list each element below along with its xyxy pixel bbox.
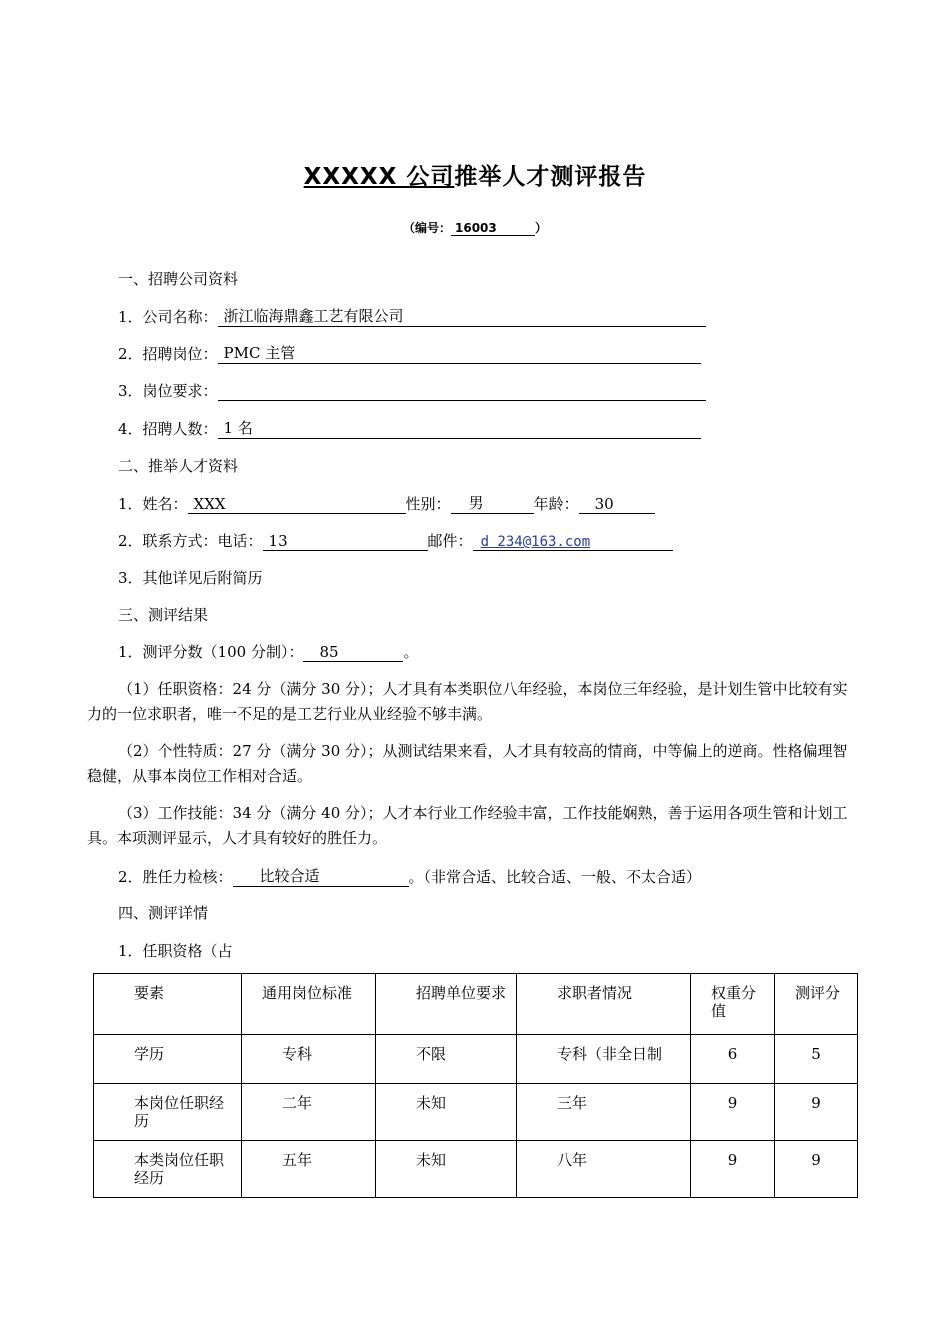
cell-standard: 五年 <box>242 1141 376 1198</box>
cell-requirement: 未知 <box>376 1084 517 1141</box>
paragraph-qualification-text: （1）任职资格：24 分（满分 30 分）；人才具有本类职位八年经验，本岗位三年经验，是计划生管中比较有实力的一位求职者，唯一不足的是工艺行业从业经验不够丰满。 <box>87 680 848 723</box>
table-header-row <box>94 974 858 1035</box>
code-label: （编号： <box>402 221 451 235</box>
cell-score: 9 <box>775 1141 858 1198</box>
count-row <box>118 417 701 439</box>
cell-score: 5 <box>775 1035 858 1084</box>
paragraph-personality-text: （2）个性特质：27 分（满分 30 分）；从测试结果来看，人才具有较高的情商，中等偏上的逆商。性格偏理智稳健，从事本岗位工作相对合适。 <box>87 742 848 785</box>
paragraph-skills-text: （3）工作技能：34 分（满分 40 分）；人才本行业工作经验丰富，工作技能娴熟，善于运用各项生管和计划工具。本项测评显示，人才具有较好的胜任力。 <box>87 804 848 847</box>
report-code <box>0 219 950 236</box>
phone-value: 13 <box>263 532 428 551</box>
score-label: 1．测评分数（100 分制）： <box>118 643 304 661</box>
cell-element: 本类岗位任职经历 <box>94 1141 242 1198</box>
title-rest: 推举人才测评报告 <box>454 164 647 190</box>
header-weight: 权重分值 <box>691 974 775 1035</box>
score-row <box>118 641 418 662</box>
requirement-value <box>218 383 706 401</box>
requirement-label: 3．岗位要求： <box>118 382 218 400</box>
section1-heading: 一、招聘公司资料 <box>118 270 239 288</box>
paragraph-qualification <box>87 677 862 727</box>
cell-candidate: 八年 <box>517 1141 691 1198</box>
age-value: 30 <box>579 495 655 514</box>
score-end: 。 <box>403 643 419 661</box>
section4-heading: 四、测评详情 <box>118 904 209 922</box>
cell-weight: 9 <box>691 1084 775 1141</box>
page-title <box>0 158 950 191</box>
cell-requirement: 不限 <box>376 1035 517 1084</box>
section4-sub: 1．任职资格（占 <box>118 942 233 960</box>
code-value: 16003 <box>451 221 535 236</box>
cell-weight: 9 <box>691 1141 775 1198</box>
cell-element: 本岗位任职经历 <box>94 1084 242 1141</box>
code-close: ） <box>535 221 548 235</box>
email-label: 邮件： <box>427 532 473 550</box>
header-standard: 通用岗位标准 <box>242 974 376 1035</box>
header-score: 测评分 <box>775 974 858 1035</box>
position-row <box>118 342 701 364</box>
age-label: 年龄： <box>533 495 579 513</box>
paragraph-personality <box>87 739 862 789</box>
cell-score: 9 <box>775 1084 858 1141</box>
header-element: 要素 <box>94 974 242 1035</box>
cell-weight: 6 <box>691 1035 775 1084</box>
count-value: 1 名 <box>218 417 701 439</box>
company-label: 1．公司名称： <box>118 308 218 326</box>
candidate-row <box>118 492 655 514</box>
fit-value: 比较合适 <box>233 865 409 887</box>
company-value: 浙江临海鼎鑫工艺有限公司 <box>218 305 706 327</box>
name-value: XXX <box>188 495 406 514</box>
email-link[interactable]: d 234@163.com <box>480 534 591 550</box>
table-row <box>94 1035 858 1084</box>
name-label: 1．姓名： <box>118 495 188 513</box>
position-label: 2．招聘岗位： <box>118 345 218 363</box>
count-label: 4．招聘人数： <box>118 420 218 438</box>
requirement-row <box>118 380 706 401</box>
evaluation-table <box>93 973 858 1198</box>
cell-candidate: 专科（非全日制 <box>517 1035 691 1084</box>
paragraph-skills <box>87 801 862 851</box>
section2-heading: 二、推举人才资料 <box>118 457 239 475</box>
other-info: 3．其他详见后附简历 <box>118 569 263 587</box>
score-value: 85 <box>303 643 403 662</box>
contact-label: 2．联系方式：电话： <box>118 532 263 550</box>
title-company: XXXXX 公司 <box>303 164 455 190</box>
header-candidate: 求职者情况 <box>517 974 691 1035</box>
table-row <box>94 1084 858 1141</box>
fit-options: 。（非常合适、比较合适、一般、不太合适） <box>408 868 702 886</box>
cell-candidate: 三年 <box>517 1084 691 1141</box>
email-value[interactable] <box>473 532 673 551</box>
cell-standard: 二年 <box>242 1084 376 1141</box>
fit-label: 2．胜任力检核： <box>118 868 233 886</box>
cell-requirement: 未知 <box>376 1141 517 1198</box>
position-value: PMC 主管 <box>218 342 701 364</box>
section3-heading: 三、测评结果 <box>118 606 209 624</box>
cell-element: 学历 <box>94 1035 242 1084</box>
gender-label: 性别： <box>405 495 451 513</box>
header-requirement: 招聘单位要求 <box>376 974 517 1035</box>
cell-standard: 专科 <box>242 1035 376 1084</box>
company-row <box>118 305 706 327</box>
fit-row <box>118 865 701 887</box>
gender-value: 男 <box>451 492 534 514</box>
contact-row <box>118 530 673 551</box>
table-row <box>94 1141 858 1198</box>
